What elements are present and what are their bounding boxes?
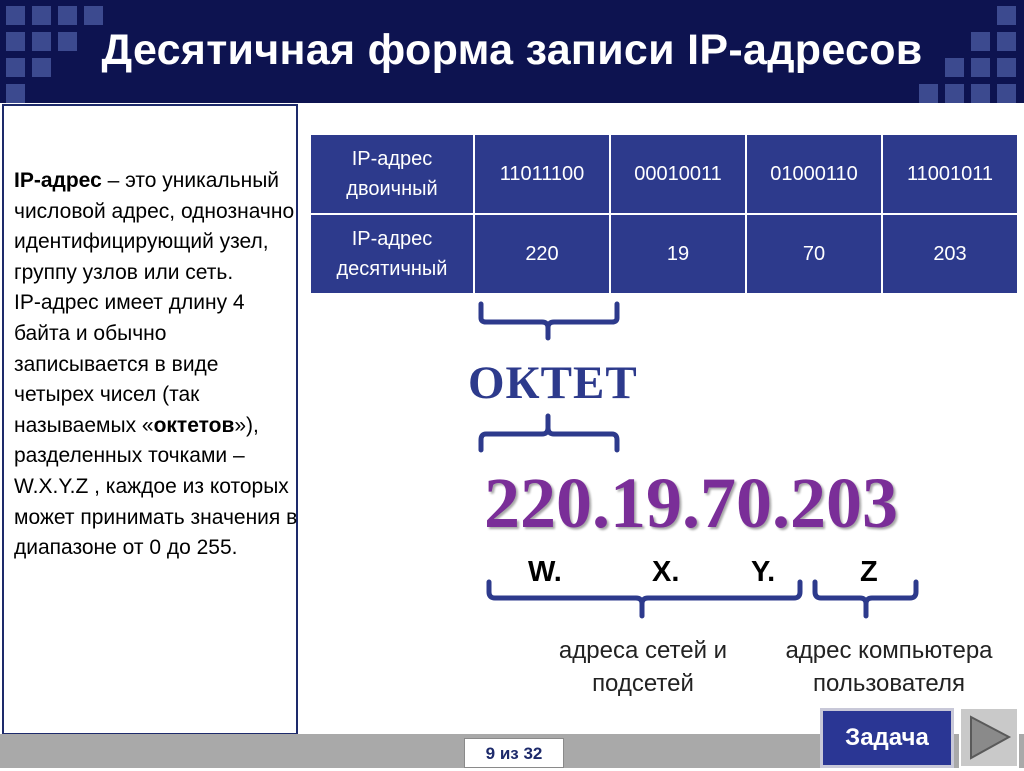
decor-square (971, 84, 990, 103)
letter-x: X. (652, 556, 680, 588)
table-row (310, 214, 1018, 294)
table-cell: 11001011 (882, 134, 1018, 214)
decor-square (919, 84, 938, 103)
ip-example: 220.19.70.203 (484, 463, 898, 543)
table-row (310, 134, 1018, 214)
brace-computer (810, 578, 922, 620)
definition-term: IP-адрес (14, 169, 102, 192)
decor-square (945, 84, 964, 103)
definition-text (14, 166, 299, 564)
brace-upper (476, 300, 622, 342)
definition-part-3: »), разделенных точками – W.X.Y.Z , каждое из которых может принимать значения в диапазоне от 0 до 255. (14, 413, 298, 560)
table-cell: 11011100 (474, 134, 610, 214)
next-slide-button[interactable] (959, 707, 1019, 768)
task-button[interactable]: Задача (820, 708, 954, 768)
definition-part-2: IP-адрес имеет длину 4 байта и обычно записывается в виде четырех чисел (так называемых « (14, 291, 245, 437)
play-arrow-icon (961, 709, 1017, 766)
brace-networks (484, 578, 806, 620)
row-header-binary: IP-адрес двоичный (310, 134, 474, 214)
decor-square (6, 84, 25, 103)
decor-square (997, 84, 1016, 103)
table-cell: 00010011 (610, 134, 746, 214)
table-cell: 01000110 (746, 134, 882, 214)
table-cell: 70 (746, 214, 882, 294)
brace-oktet (476, 410, 622, 454)
decor-square (84, 6, 103, 25)
definition-bold-word: октетов (153, 413, 235, 437)
letter-z: Z (860, 556, 878, 588)
decor-square (58, 6, 77, 25)
definition-part-1: – это уникальный числовой адрес, однозначно идентифицирующий узел, группу узлов или сеть. (14, 169, 295, 284)
page-indicator: 9 из 32 (464, 738, 564, 768)
decor-square (32, 6, 51, 25)
decor-square (997, 6, 1016, 25)
decor-square (6, 6, 25, 25)
table-cell: 203 (882, 214, 1018, 294)
definition-panel (2, 104, 298, 735)
caption-computer: адрес компьютера пользователя (785, 637, 993, 697)
page-title: Десятичная форма записи IP-адресов (101, 26, 923, 74)
table-cell: 220 (474, 214, 610, 294)
caption-networks: адреса сетей и подсетей (558, 637, 728, 697)
table-cell: 19 (610, 214, 746, 294)
letter-w: W. (528, 556, 562, 588)
header-bar (0, 0, 1024, 103)
letter-y: Y. (751, 556, 776, 588)
row-header-decimal: IP-адрес десятичный (310, 214, 474, 294)
oktet-label: ОКТЕТ (468, 357, 638, 409)
ip-table (309, 133, 1019, 295)
